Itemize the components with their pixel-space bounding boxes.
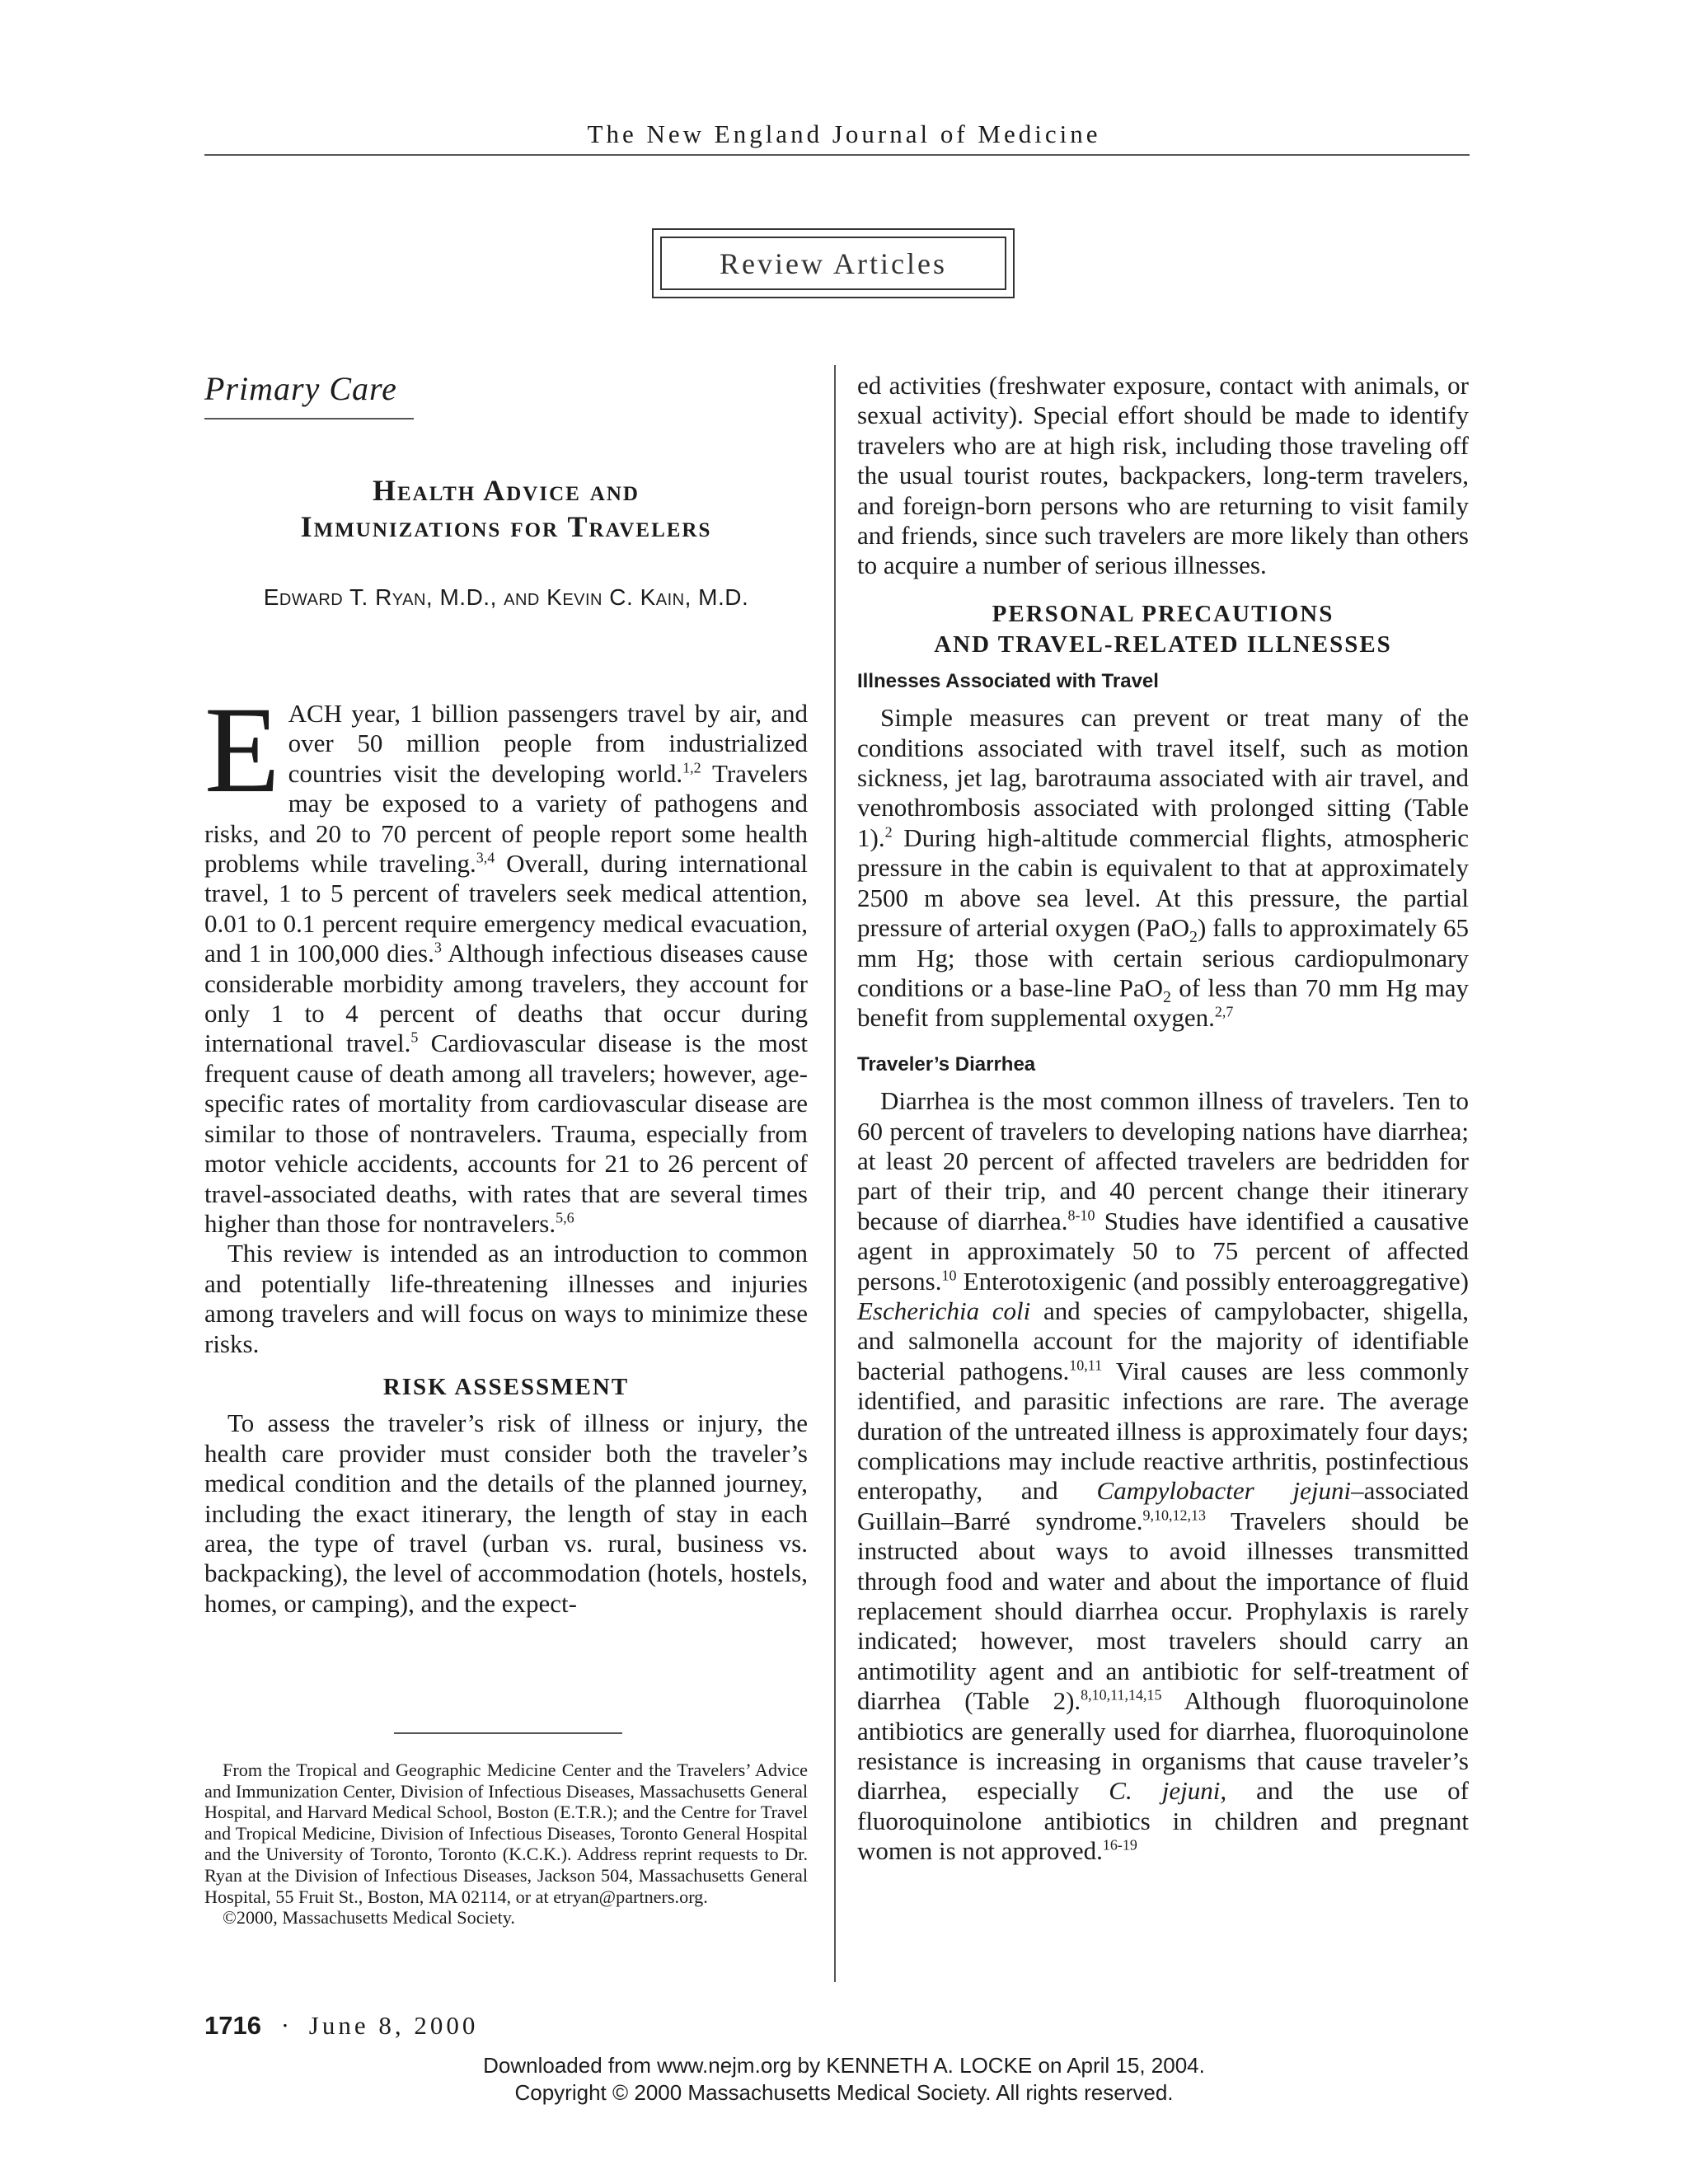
citation: 8-10 [1067, 1207, 1095, 1224]
subscript: 2 [1189, 928, 1198, 947]
text-b: During high-altitude commercial flights, atmospheric pressure in the cabin is equivalent to that at approximately 2500 m above sea level. At this pressure, the partial pressure of arterial oxygen (PaO [857, 823, 1469, 943]
citation: 10,11 [1069, 1357, 1103, 1374]
download-line: Downloaded from www.nejm.org by KENNETH A. LOCKE on April 15, 2004. [483, 2053, 1205, 2078]
citation: 5 [410, 1029, 419, 1047]
citation: 9,10,12,13 [1142, 1507, 1207, 1524]
review-articles-label: Review Articles [660, 237, 1006, 290]
folio [204, 2011, 478, 2041]
review-scope-paragraph: This review is intended as an introduction to common and potentially life-threatening illnesses and injuries among travelers and will focus on ways to minimize these risks. [204, 1239, 808, 1358]
issue-date: June 8, 2000 [308, 2011, 479, 2040]
text-b: Studies have identified a causative agent in approximately 50 to 75 percent of affected persons. [857, 1206, 1469, 1296]
left-column [204, 682, 809, 1619]
heading-travelers-diarrhea: Traveler’s Diarrhea [857, 1052, 1036, 1076]
text-h: Although fluoroquinolone antibiotics are generally used for diarrhea, fluoroquinolone resistance is increasing in organisms that cause traveler’s diarrhea, especially [857, 1686, 1469, 1806]
download-notice [0, 2052, 1688, 2107]
heading-line-1: PERSONAL PRECAUTIONS [992, 600, 1334, 627]
citation: 10 [941, 1267, 957, 1284]
intro-text-d: Although infectious diseases cause considerable morbidity among travelers, they account for only 1 to 4 percent of deaths that occur during international travel. [204, 939, 809, 1058]
author-footnote [204, 1760, 808, 1929]
copyright-note: ©2000, Massachusetts Medical Society. [223, 1907, 515, 1929]
text-a: Diarrhea is the most common illness of travelers. Ten to 60 percent of travelers to developing nations have diarrhea; at least 20 percent of affected travelers are bedridden for part of their trip, and 40 percent change their itinerary because of diarrhea. [857, 1086, 1469, 1235]
running-head: The New England Journal of Medicine [587, 120, 1101, 148]
species-name: C. jejuni, [1109, 1776, 1227, 1806]
citation: 3 [434, 939, 442, 956]
citation: 16-19 [1102, 1836, 1137, 1854]
title-line-1: Health Advice and [373, 474, 640, 507]
copyright-line: Copyright © 2000 Massachusetts Medical Society. All rights reserved. [514, 2080, 1174, 2105]
text-d: of less than 70 mm Hg may benefit from supplemental oxygen. [857, 972, 1469, 1033]
text-g: Travelers should be instructed about ways to avoid illnesses transmitted through food and water and about the importance of fluid replacement should diarrhea occur. Prophylaxis is rarely indicated; however, most travelers should carry an antimotility agent and an antibiotic for self-treatment of diarrhea (Table 2). [857, 1506, 1470, 1716]
right-column [857, 371, 1469, 1867]
article-title [204, 472, 808, 545]
text-c: Enterotoxigenic (and possibly enteroaggregative) [956, 1266, 1469, 1296]
text-c: ) falls to approximately 65 mm Hg; those with certain serious cardiopulmonary conditions or a base-line PaO [857, 913, 1469, 1002]
page-number: 1716 [204, 2011, 261, 2040]
diarrhea-paragraph [857, 1086, 1469, 1867]
drop-cap: E [204, 682, 280, 818]
heading-personal-precautions [857, 599, 1469, 660]
section-rule [204, 418, 414, 419]
heading-illnesses-travel: Illnesses Associated with Travel [857, 669, 1159, 692]
folio-separator: · [280, 2011, 290, 2040]
intro-paragraph [204, 682, 809, 1239]
authors: Edward T. Ryan, M.D., and Kevin C. Kain, M.D. [263, 584, 749, 610]
intro-text-a: ACH year, 1 billion passengers travel by air, and over 50 million people from industrialized countries visit the developing world. [288, 699, 808, 788]
citation: 8,10,11,14,15 [1081, 1686, 1162, 1704]
text-e: Viral causes are less commonly identified, and parasitic infections are rare. The average duration of the untreated illness is approximately four days; complications may include reactive arthritis, postinfectious enteropathy, and [857, 1356, 1469, 1506]
intro-text-e: Cardiovascular disease is the most frequent cause of death among all travelers; however, age-specific rates of mortality from cardiovascular disease are similar to those of nontravelers. Trauma, especially from motor vehicle accidents, accounts for 21 to 26 percent of travel-associated deaths, with rates that are several times higher than those for nontravelers. [204, 1029, 809, 1238]
text-f: –associated Guillain–Barré syndrome. [857, 1476, 1469, 1535]
heading-risk-assessment: RISK ASSESSMENT [382, 1373, 630, 1400]
heading-line-2: AND TRAVEL-RELATED ILLNESSES [934, 630, 1392, 658]
citation: 1,2 [682, 759, 701, 776]
citation: 2 [884, 823, 893, 841]
title-line-2: Immunizations for Travelers [300, 510, 712, 543]
species-name: Escherichia coli [857, 1296, 1031, 1325]
text-d: and species of campylobacter, shigella, and salmonella account for the majority of identifiable bacterial pathogens. [857, 1296, 1469, 1385]
subscript: 2 [1163, 988, 1172, 1007]
section-label: Primary Care [204, 370, 397, 407]
citation: 3,4 [476, 849, 495, 866]
risk-continued-paragraph: ed activities (freshwater exposure, contact with animals, or sexual activity). Special effort should be made to identify travelers who are at high risk, including those traveling off the usual tourist routes, backpackers, long-term travelers, and foreign-born persons who are returning to visit family and friends, since such travelers are more likely than others to acquire a number of serious illnesses. [857, 371, 1469, 580]
footnote-rule [394, 1732, 622, 1734]
review-articles-box [652, 228, 1015, 298]
risk-assessment-paragraph: To assess the traveler’s risk of illness or injury, the health care provider must consider both the traveler’s medical condition and the details of the planned journey, including the exact itinerary, the length of stay in each area, the type of travel (urban vs. rural, business vs. backpacking), the level of accommodation (hotels, hostels, homes, or camping), and the expect- [204, 1408, 808, 1618]
text-j: and the use of fluoroquinolone antibiotics in children and pregnant women is not approved. [857, 1776, 1470, 1866]
citation: 2,7 [1214, 1003, 1234, 1020]
intro-text-b: Travelers may be exposed to a variety of pathogens and risks, and 20 to 70 percent of people report some health problems while traveling. [204, 758, 808, 879]
header-rule [204, 154, 1470, 156]
column-divider [834, 365, 836, 1982]
species-name: Campylobacter jejuni [1096, 1476, 1352, 1506]
intro-text-c: Overall, during international travel, 1 to 5 percent of travelers seek medical attention, 0.01 to 0.1 percent require emergency medical evacuation, and 1 in 100,000 dies. [204, 849, 808, 968]
citation: 5,6 [556, 1209, 574, 1226]
affiliation-text: From the Tropical and Geographic Medicine Center and the Travelers’ Advice and Immunization Center, Division of Infectious Diseases, Massachusetts General Hospital, and Harvard Medical School, Boston (E.T.R.); and the Centre for Travel and Tropical Medicine, Division of Infectious Diseases, Toronto General Hospital and the University of Toronto, Toronto (K.C.K.). Address reprint requests to Dr. Ryan at the Division of Infectious Diseases, Jackson 504, Massachusetts General Hospital, 55 Fruit St., Boston, MA 02114, or at etryan@partners.org. [204, 1760, 808, 1907]
text-a: Simple measures can prevent or treat many of the conditions associated with travel itself, such as motion sickness, jet lag, barotrauma associated with air travel, and venothrombosis associated with prolonged sitting (Table 1). [857, 703, 1469, 852]
travel-illness-paragraph [857, 703, 1469, 1033]
